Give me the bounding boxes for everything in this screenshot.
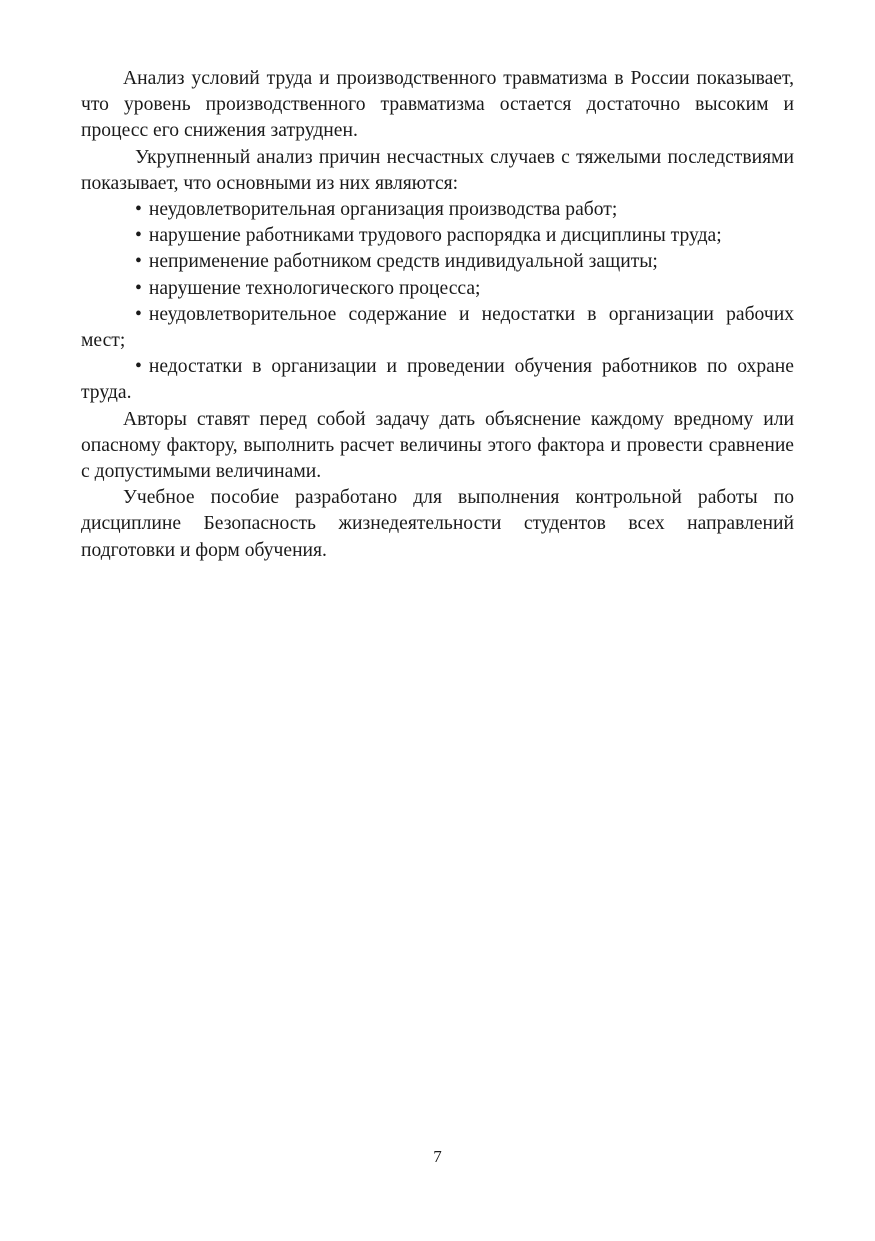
- paragraph-intro: Анализ условий труда и производственного травматизма в России показывает, что уровень производственного травматизма остается достаточно высоким и процесс его снижения затруднен.: [81, 68, 794, 142]
- bullet-icon: •: [135, 251, 142, 273]
- list-item-text: недостатки в организации и проведении обучения работников по охране труда.: [81, 356, 794, 404]
- paragraph-causes-intro: Укрупненный анализ причин несчастных случаев с тяжелыми последствиями показывает, что основными из них являются:: [81, 146, 794, 194]
- list-item-text: неудовлетворительное содержание и недостатки в организации рабочих мест;: [81, 303, 794, 352]
- list-item-text: неудовлетворительная организация производства работ;: [148, 199, 618, 221]
- bullet-icon: •: [135, 277, 142, 299]
- bullet-icon: •: [135, 225, 142, 247]
- page-number: 7: [433, 1147, 442, 1166]
- list-item: [81, 354, 794, 406]
- paragraph-purpose: Учебное пособие разработано для выполнения контрольной работы по дисциплине Безопасность жизнедеятельности студентов всех направлений подготовки и форм обучения.: [81, 487, 794, 561]
- bullet-icon: •: [135, 356, 142, 378]
- list-item-text: неприменение работником средств индивидуальной защиты;: [148, 251, 658, 273]
- bullet-icon: •: [135, 303, 142, 325]
- list-item: [81, 302, 794, 354]
- bullet-icon: •: [135, 199, 142, 221]
- page-body: [81, 66, 794, 564]
- paragraph-authors-goal: Авторы ставят перед собой задачу дать объяснение каждому вредному или опасному фактору, выполнить расчет величины этого фактора и провести сравнение с допустимыми величинами.: [81, 408, 794, 483]
- list-item-text: нарушение технологического процесса;: [148, 277, 481, 299]
- list-item: [81, 249, 794, 275]
- list-item: [81, 276, 794, 302]
- list-item: [81, 197, 794, 223]
- causes-list: [81, 197, 794, 407]
- list-item-text: нарушение работниками трудового распорядка и дисциплины труда;: [148, 225, 722, 247]
- list-item: [81, 223, 794, 249]
